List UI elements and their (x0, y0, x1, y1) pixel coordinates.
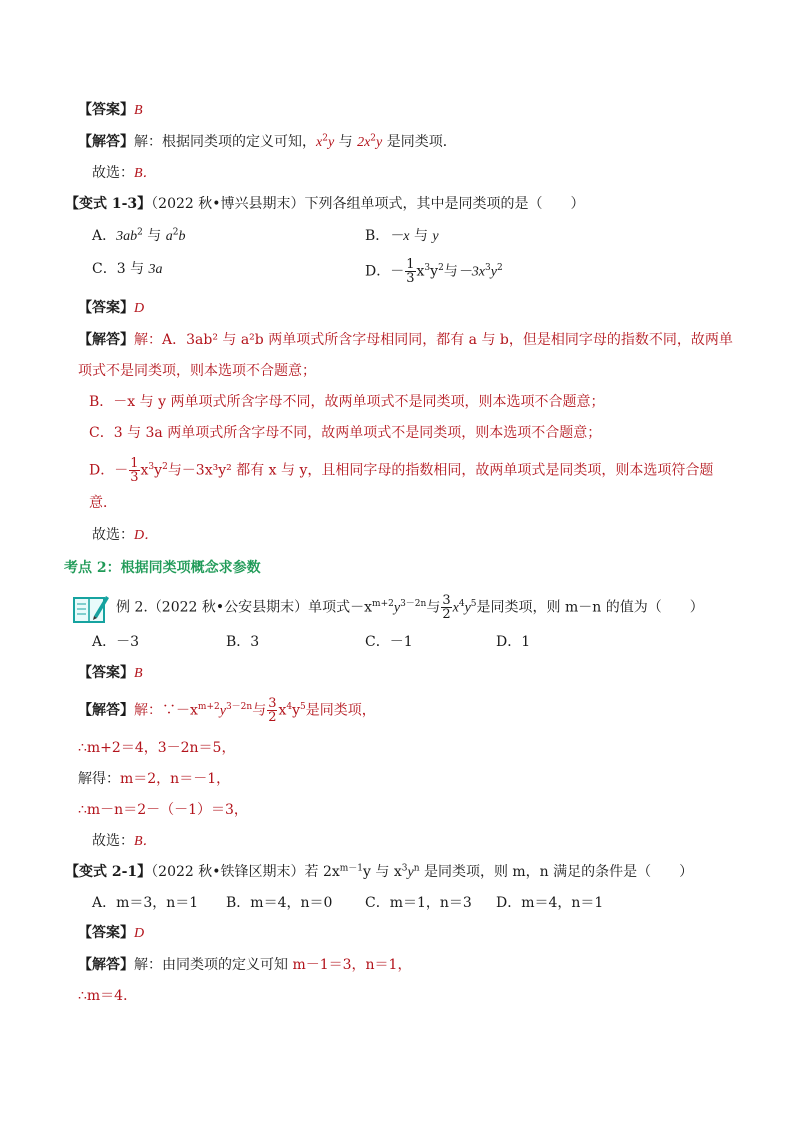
math-term: x (278, 702, 287, 719)
question-text: （2022 秋•铁锋区期末）若 2x (151, 864, 340, 880)
kaodian-2-heading: 考点 2：根据同类项概念求参数 (64, 560, 261, 576)
answer-line-1 (78, 99, 143, 122)
conclusion-value: D． (134, 528, 159, 543)
math-exp: 2 (438, 262, 444, 273)
math-term: x (316, 135, 323, 150)
math-exp: 2 (172, 227, 179, 238)
question-text: （2022 秋•公安县期末）单项式－x (147, 599, 373, 616)
math-term: y 与 x (363, 864, 402, 880)
connector: 与 (252, 702, 267, 719)
solution-text: 与－3x³y² 都有 x 与 y，且相同字母的指数相同，故两单项式是同类项，则本选项符合题 (167, 462, 714, 479)
math-exp: 3 (424, 262, 431, 273)
solution-line-2f: 意． (89, 495, 117, 511)
conclusion-line-2 (92, 524, 158, 547)
conclusion-label: 故选： (92, 527, 134, 543)
option-b: B．m＝4，n＝0 (226, 895, 333, 911)
conclusion-value: B． (134, 166, 157, 181)
math-term: y (432, 229, 439, 244)
solution-text: 解：根据同类项的定义可知， (134, 134, 316, 150)
answer-label: 【答案】 (78, 102, 134, 118)
connector: 与 (334, 134, 358, 150)
math-exp: 4 (286, 701, 293, 712)
connector: 与 (409, 228, 433, 244)
fraction-denominator: 3 (406, 271, 415, 286)
math-term: x (416, 263, 425, 280)
math-term: 3a (148, 262, 163, 277)
option-a (92, 225, 186, 248)
option-letter: D． (365, 263, 391, 280)
math-exp: 4 (458, 598, 465, 609)
solution-label: 【解答】 (78, 134, 134, 150)
conclusion-value: B． (134, 834, 157, 849)
step-line-4: ∴m＝4． (78, 988, 138, 1004)
answer-value: D (134, 926, 145, 941)
variant-2-1-question (65, 861, 693, 884)
math-exp: 2 (496, 262, 503, 273)
math-term: －x (389, 229, 410, 244)
solution-line-2d: C．3 与 3a 两单项式所含字母不同，故两单项式不是同类项，则本选项不合题意； (89, 425, 602, 441)
connector: 与 (426, 599, 441, 616)
solution-value: m－1＝3，n＝1， (292, 957, 412, 973)
fraction-numerator: 1 (130, 456, 139, 471)
math-term: y (464, 600, 471, 616)
math-term: 3ab (116, 229, 138, 244)
example-2-question (116, 594, 704, 621)
solution-line-3 (78, 697, 376, 724)
fraction (405, 258, 415, 285)
variant-label: 【变式 1-3】 (65, 196, 152, 212)
connector: 与 (125, 261, 149, 277)
question-text: 是同类项，则 m－n 的值为（ ） (476, 599, 704, 616)
conclusion-line-1 (92, 162, 157, 185)
math-term: 3 (116, 261, 126, 277)
variant-1-3-question (65, 193, 585, 215)
math-exp: m+2 (197, 701, 220, 712)
answer-line-2 (78, 297, 144, 320)
solution-line-2e (89, 457, 713, 484)
option-c: C．－1 (365, 634, 413, 650)
math-term: x (452, 600, 459, 616)
option-a: A．－3 (92, 634, 140, 650)
math-term: 2x (357, 135, 371, 150)
math-exp: n (413, 863, 420, 874)
step-label: 解得： (78, 771, 120, 787)
fraction-denominator: 2 (442, 607, 451, 622)
solution-line-1 (78, 131, 457, 154)
option-b (365, 225, 439, 248)
math-exp: 3 (401, 863, 408, 874)
solution-text: 是同类项． (382, 134, 457, 150)
solution-text: 解：∵－x (134, 702, 198, 719)
answer-line-3 (78, 662, 143, 685)
math-exp: 2 (370, 133, 377, 144)
fraction (441, 594, 451, 621)
fraction-numerator: 3 (442, 593, 451, 608)
math-exp: m－1 (339, 863, 364, 874)
option-letter: A． (92, 228, 117, 244)
math-term: a (165, 229, 173, 244)
answer-value: D (134, 301, 145, 316)
math-term: y (292, 702, 301, 719)
option-c: C．m＝1，n＝3 (365, 895, 472, 911)
option-a: A．m＝3，n＝1 (92, 895, 199, 911)
solution-line-2c: B．－x 与 y 两单项式所含字母不同，故两单项式不是同类项，则本选项不合题意； (89, 394, 605, 410)
math-term: y (327, 135, 335, 150)
math-exp: 3 (485, 262, 491, 273)
answer-value: B (134, 103, 143, 118)
fraction-numerator: 1 (406, 257, 415, 272)
notebook-pencil-icon (72, 592, 110, 624)
step-line-2 (78, 768, 230, 790)
option-b: B．3 (226, 634, 260, 650)
question-text: 是同类项，则 m，n 满足的条件是（ ） (419, 864, 694, 880)
variant-label: 【变式 2-1】 (65, 864, 152, 880)
math-term: y (407, 865, 414, 880)
math-exp: 3 (148, 461, 155, 472)
conclusion-line-3 (92, 830, 157, 853)
answer-line-4 (78, 922, 144, 945)
math-sign: － (114, 462, 129, 479)
math-exp: 2 (162, 461, 168, 472)
answer-label: 【答案】 (78, 925, 134, 941)
option-letter: D． (89, 462, 115, 479)
option-letter: C． (92, 261, 117, 277)
math-term: x (140, 462, 149, 479)
fraction-denominator: 3 (130, 470, 139, 485)
option-c (92, 258, 163, 281)
math-exp: 5 (470, 598, 477, 609)
math-exp: 5 (300, 701, 306, 712)
fraction (267, 697, 277, 724)
solution-text: 解：A．3ab² 与 a²b 两单项式所含字母相同同，都有 a 与 b，但是相同字母的指数不同，故两单 (134, 332, 733, 348)
math-exp: 3－2n (225, 701, 253, 712)
question-text: （2022 秋•博兴县期末）下列各组单项式，其中是同类项的是（ ） (151, 196, 585, 212)
solution-text: 是同类项， (305, 702, 376, 719)
fraction-numerator: 3 (268, 696, 277, 711)
math-term: y (490, 264, 497, 280)
answer-label: 【答案】 (78, 665, 134, 681)
solution-label: 【解答】 (78, 702, 134, 719)
answer-label: 【答案】 (78, 300, 134, 316)
math-exp: 3－2n (400, 598, 427, 609)
math-term: y (376, 135, 383, 150)
connector: 与 (443, 263, 458, 280)
math-term: y (430, 263, 439, 280)
math-term: y (154, 462, 163, 479)
conclusion-label: 故选： (92, 833, 134, 849)
math-term: y (219, 703, 226, 719)
example-label: 例 2. (116, 599, 148, 616)
solution-label: 【解答】 (78, 332, 134, 348)
solution-line-2a (78, 329, 733, 351)
step-value: m＝2，n＝－1， (120, 771, 231, 787)
step-line-1: ∴m+2＝4，3－2n＝5， (78, 740, 236, 756)
connector: 与 (142, 228, 166, 244)
math-exp: 2 (322, 133, 328, 144)
math-term: b (178, 229, 186, 244)
solution-line-4 (78, 954, 411, 976)
option-d: D．m＝4，n＝1 (496, 895, 604, 911)
math-term: y (393, 600, 401, 616)
option-letter: B． (365, 228, 390, 244)
fraction (129, 457, 139, 484)
math-exp: 2 (137, 227, 143, 238)
math-term: －3x (457, 264, 486, 280)
answer-value: B (134, 666, 143, 681)
option-d: D．1 (496, 634, 531, 650)
option-d (365, 258, 503, 285)
conclusion-label: 故选： (92, 165, 134, 181)
math-exp: m+2 (372, 598, 394, 609)
math-sign: － (390, 263, 405, 280)
solution-line-2b: 项式不是同类项，则本选项不合题意； (78, 363, 316, 379)
step-line-3: ∴m－n＝2－（－1）＝3， (78, 802, 248, 818)
solution-label: 【解答】 (78, 957, 134, 973)
fraction-denominator: 2 (268, 710, 277, 725)
solution-text: 解：由同类项的定义可知 (134, 957, 293, 973)
